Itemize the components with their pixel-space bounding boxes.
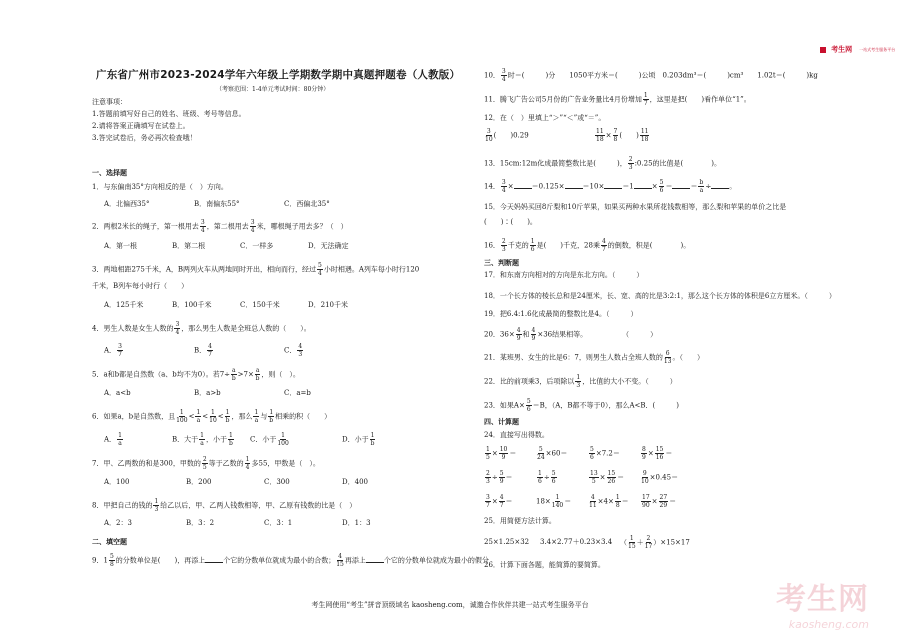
logo-icon [820, 47, 826, 53]
q5-option-b: B．a>b [194, 389, 221, 397]
q9-stem: 9．1 $\frac{5}{8}$ 的分数单位是( )，再添上 个它的分数单位就成为最小的合数； $\frac{4}{15}$ 再添上 个它的分数单位就成为最小的假分 [92, 553, 489, 568]
logo-slogan: 一站式考生服务平台 [859, 46, 896, 52]
q13-stem: 13．15cm:12m化成最简整数比是( )， $\frac{2}{3}$ :0.25的比值是( )。 [484, 156, 721, 171]
watermark-en: kaosheng.com [788, 618, 869, 631]
q15-blank: ( )∶( )。 [484, 218, 537, 226]
q6-option-a: A． $\frac{1}{a}$ [104, 432, 122, 447]
q2-option-d: D．无法确定 [308, 242, 349, 250]
note-2: 2.请将答案正确填写在试卷上。 [92, 122, 190, 130]
q8-option-a: A．2：3 [104, 519, 132, 527]
q3-option-d: D．210千米 [308, 301, 348, 309]
q26-stem: 26．计算下面各题，能简算的要简算。 [484, 561, 605, 569]
q5-stem: 5．a和b都是自然数（a、b均不为0）。若7÷ $\frac{a}{b}$ >7× $\frac{a}{b}$ ，则（ ）。 [92, 367, 300, 382]
header-logo [820, 39, 895, 58]
q18-stem: 18．一个长方体的棱长总和是24厘米，长、宽、高的比是3:2:1，那么这个长方体的体积是6立方厘米。（ ） [484, 292, 836, 300]
q14-stem: 14． $\frac{3}{4}$ × ＝0.125× ＝10× ＝1 × $\frac{5}{6}$ ＝ ＝ $\frac{b}{a}$ ÷ 。 [484, 179, 737, 194]
section-choice: 一、选择题 [92, 168, 127, 177]
q21-stem: 21．某班男、女生的比是6：7，则男生人数占全班人数的 $\frac{6}{13}$ 。（ ） [484, 350, 704, 365]
q15-stem: 15．今天妈妈买回8斤梨和10斤苹果，如果买两种水果所花钱数相等，那么梨和苹果的单价之比是 [484, 203, 787, 211]
q5-option-c: C．a=b [284, 389, 311, 397]
q24-item: $\frac{3}{7}$ × $\frac{4}{7}$ ＝ [486, 494, 513, 509]
q6-stem: 6．如果a，b是自然数，且 $\frac{1}{100}$ < $\frac{1}{a}$ < $\frac{1}{10}$ < $\frac{1}{b}$ ，那么 $\frac{1}{a}$ 与 $\frac{1}{b}$ 相乘的积（ ） [92, 409, 332, 424]
q12-stem: 12．在（ ）里填上“＞”“＜”或“＝”。 [484, 114, 606, 122]
q19-stem: 19．把6.4:1.6化成最简的整数比是4。（ ） [484, 310, 638, 318]
page-title: 广东省广州市2023-2024学年六年级上学期数学期中真题押题卷（人教版） [96, 69, 461, 81]
q2-stem: 2．两根2米长的绳子，第一根用去 $\frac{3}{4}$ ，第二根用去 $\frac{3}{4}$ 米，哪根绳子用去多？（ ） [92, 219, 348, 234]
q1-option-c: C．西偏北35° [284, 200, 330, 208]
q25-stem: 25．用简便方法计算。 [484, 517, 556, 525]
q6-option-d: D．小于 $\frac{1}{b}$ [342, 432, 375, 447]
q25-item-b: 3.4×2.77＋0.23×3.4 [540, 538, 613, 546]
section-calc: 四、计算题 [484, 417, 519, 426]
q24-item: $\frac{4}{11}$ ×4× $\frac{1}{8}$ ＝ [589, 494, 629, 509]
section-fill: 二、填空题 [92, 537, 127, 546]
q6-option-c: C．小于 $\frac{1}{100}$ [250, 432, 289, 447]
q4-option-a: A． $\frac{3}{7}$ [104, 343, 122, 358]
q7-option-d: D．400 [342, 478, 368, 486]
logo-brand: 考生网 [831, 45, 853, 54]
q12-item-a: $\frac{3}{10}$ ( )0.29 [485, 128, 529, 143]
q16-stem: 16． $\frac{2}{3}$ 千克的 $\frac{1}{6}$ 是( )千克，28乘 $\frac{4}{7}$ 的倒数，积是( )。 [484, 238, 691, 253]
q8-stem: 8．甲把自己的钱的 $\frac{1}{3}$ 给乙以后，甲、乙两人钱数相等，甲、乙原有钱数的比是（ ） [92, 498, 357, 513]
q4-option-b: B． $\frac{4}{7}$ [194, 343, 212, 358]
section-judge: 三、判断题 [484, 258, 519, 267]
exam-scope: （考察范围：1-4单元考试时间：80分钟） [216, 86, 330, 93]
q22-stem: 22．比的前项乘3，后项除以 $\frac{1}{3}$ ，比值的大小不变。（ ） [484, 374, 677, 389]
q25-item-c: （ $\frac{1}{15}$ ＋ $\frac{2}{17}$ ）×15×17 [620, 535, 690, 550]
q24-item: $\frac{1}{6}$ ÷ $\frac{5}{6}$ [538, 470, 556, 485]
q3-option-b: B．100千米 [172, 301, 212, 309]
q3-option-c: C．150千米 [240, 301, 280, 309]
q24-stem: 24．直接写出得数。 [484, 431, 549, 439]
q3-stem-2: 千米，B列车每小时行（ ） [92, 282, 189, 290]
q12-item-b: $\frac{11}{18}$ × $\frac{7}{8}$ ( ) $\frac{11}{18}$ [596, 128, 649, 143]
q7-option-c: C．300 [264, 478, 290, 486]
q2-option-c: C．一样多 [240, 242, 274, 250]
q8-option-b: B．3：2 [186, 519, 215, 527]
q2-option-b: B．第二根 [172, 242, 206, 250]
q5-option-a: A．a<b [104, 389, 131, 397]
q24-item: 18× $\frac{1}{140}$ ＝ [536, 494, 572, 509]
q1-option-a: A．北偏西35° [104, 200, 150, 208]
q11-stem: 11．腾飞广告公司5月份的广告业务量比4月份增加 $\frac{1}{7}$ ，这里是把( )看作单位“1”。 [484, 92, 751, 107]
q20-stem: 20．36× $\frac{4}{9}$ 和 $\frac{4}{9}$ ×36结果相等。 （ ） [484, 327, 658, 342]
q8-option-c: C．3：1 [264, 519, 293, 527]
q24-item: $\frac{8}{9}$ × $\frac{15}{16}$ ＝ [642, 446, 673, 461]
q24-item: $\frac{5}{6}$ ×7.2＝ [590, 446, 620, 461]
q1-option-b: B．南偏东55° [194, 200, 240, 208]
footer: 考生网使用“考生”拼音顶级域名 kaosheng.com，诚邀合作伙伴共建一站式考生服务平台 [311, 601, 589, 609]
q10-stem: 10． $\frac{3}{4}$ 时＝( )分 1050平方米＝( )公顷 0.203dm³＝( )cm³ 1.02t＝( )kg [484, 68, 818, 83]
q3-option-a: A．125千米 [104, 301, 144, 309]
watermark-cn: 考生网 [776, 582, 869, 617]
q2-option-a: A．第一根 [104, 242, 138, 250]
note-3: 3.答完试卷后，务必再次检查哦！ [92, 134, 197, 142]
note-1: 1.答题前填写好自己的姓名、班级、考号等信息。 [92, 110, 246, 118]
q23-stem: 23．如果A× $\frac{5}{6}$ ＝B，（A，B都不等于0），那么A<B．( ) [484, 398, 679, 413]
q24-item: $\frac{1}{5}$ × $\frac{10}{9}$ ＝ [486, 446, 517, 461]
q7-option-a: A．100 [104, 478, 130, 486]
q24-item: $\frac{9}{10}$ ×0.45＝ [641, 470, 679, 485]
q25-item-a: 25×1.25×32 [484, 538, 530, 546]
q4-stem: 4．男生人数是女生人数的 $\frac{3}{4}$ ，那么男生人数是全班总人数的（ ）。 [92, 321, 311, 336]
q6-option-b: B．大于 $\frac{1}{a}$ ，小于 $\frac{1}{b}$ [172, 432, 233, 447]
q24-item: $\frac{13}{5}$ × $\frac{15}{26}$ ＝ [590, 470, 625, 485]
q8-option-d: D．1：3 [342, 519, 371, 527]
q17-stem: 17．和东南方向相对的方向是东北方向。（ ） [484, 271, 644, 279]
q4-option-c: C． $\frac{4}{3}$ [284, 343, 303, 358]
notes-title: 注意事项： [92, 98, 127, 106]
q1-stem: 1．与东偏南35°方向相反的是（ ）方向。 [92, 183, 228, 191]
q24-item: $\frac{2}{3}$ ÷ $\frac{5}{9}$ ＝ [486, 470, 513, 485]
q7-stem: 7．甲、乙两数的和是300，甲数的 $\frac{2}{5}$ 等于乙数的 $\frac{1}{4}$ 多55，甲数是（ ）。 [92, 456, 320, 471]
q3-stem: 3．两地相距275千米，A，B两列火车从两地同时开出，相向而行，经过 $\frac{5}{4}$ 小时相遇。A列车每小时行120 [92, 262, 420, 277]
q24-item: $\frac{5}{24}$ ×60＝ [537, 446, 568, 461]
q7-option-b: B．200 [186, 478, 212, 486]
q24-item: $\frac{17}{90}$ × $\frac{27}{29}$ ＝ [642, 494, 677, 509]
